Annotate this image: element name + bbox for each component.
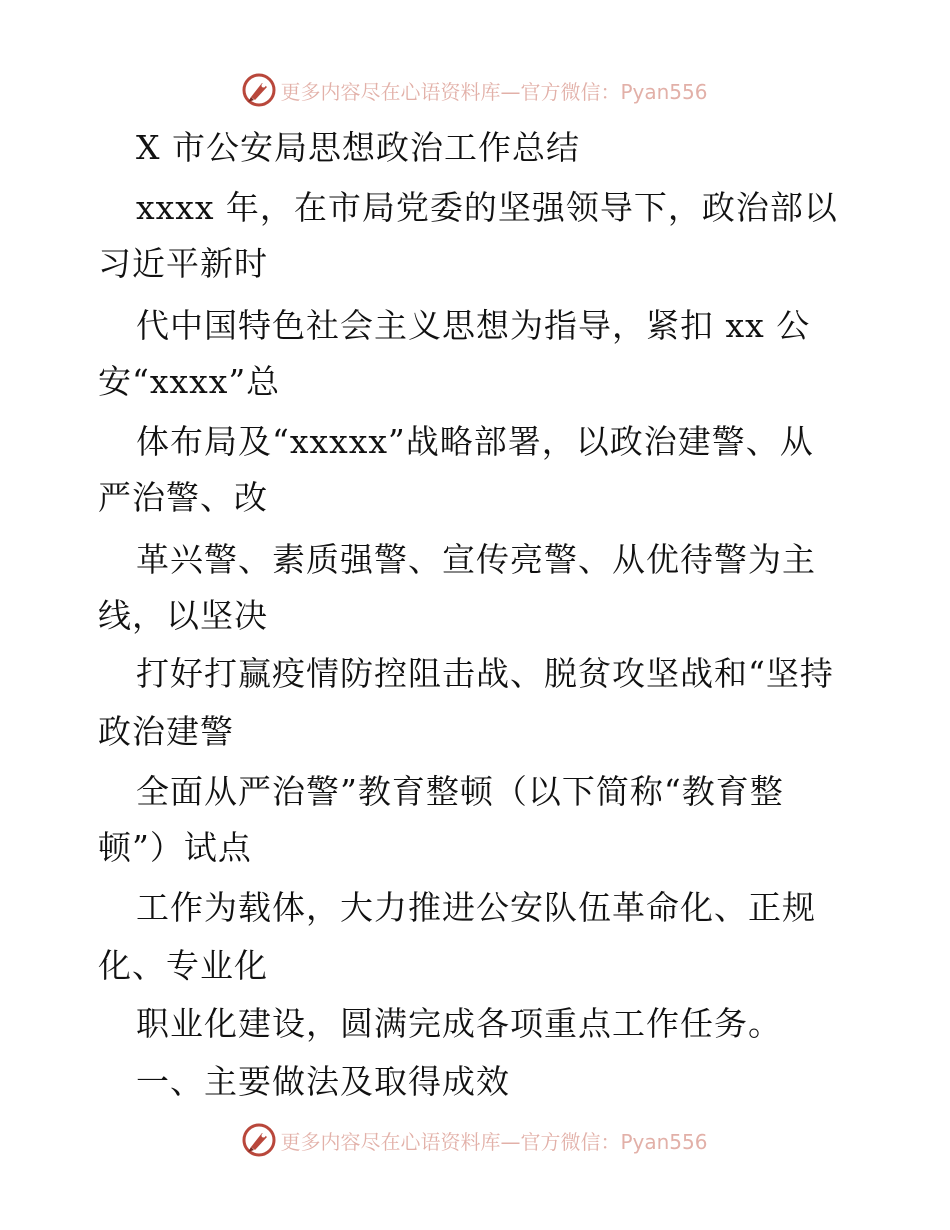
document-title: X 市公安局思想政治工作总结: [136, 128, 580, 167]
section-heading: 一、主要做法及取得成效: [136, 1062, 510, 1101]
paragraph-line: 线，以坚决: [98, 596, 268, 635]
paragraph-line: xxxx 年，在市局党委的坚强领导下，政治部以: [136, 188, 838, 227]
watermark-banner-top: [0, 72, 950, 108]
pen-nib-icon: [242, 1123, 276, 1157]
paragraph-line: 全面从严治警”教育整顿（以下简称“教育整: [136, 772, 784, 811]
paragraph-line: 革兴警、素质强警、宣传亮警、从优待警为主: [136, 540, 816, 579]
paragraph-line: 习近平新时: [98, 244, 268, 283]
paragraph-line: 严治警、改: [98, 478, 268, 517]
watermark-text: 更多内容尽在心语资料库—官方微信：Pyan556: [280, 1129, 708, 1154]
paragraph-line: 代中国特色社会主义思想为指导，紧扣 xx 公: [136, 306, 811, 345]
paragraph-line: 安“xxxx”总: [98, 362, 281, 401]
paragraph-line: 化、专业化: [98, 946, 268, 985]
paragraph-line: 顿”）试点: [98, 828, 252, 867]
paragraph-line: 工作为载体，大力推进公安队伍革命化、正规: [136, 888, 816, 927]
paragraph-line: 打好打赢疫情防控阻击战、脱贫攻坚战和“坚持: [136, 654, 834, 693]
watermark-text: 更多内容尽在心语资料库—官方微信：Pyan556: [280, 79, 708, 104]
paragraph-line: 体布局及“xxxxx”战略部署，以政治建警、从: [136, 422, 814, 461]
pen-nib-icon: [242, 73, 276, 107]
paragraph-line: 职业化建设，圆满完成各项重点工作任务。: [136, 1004, 782, 1043]
watermark-banner-bottom: [0, 1122, 950, 1158]
paragraph-line: 政治建警: [98, 712, 234, 751]
